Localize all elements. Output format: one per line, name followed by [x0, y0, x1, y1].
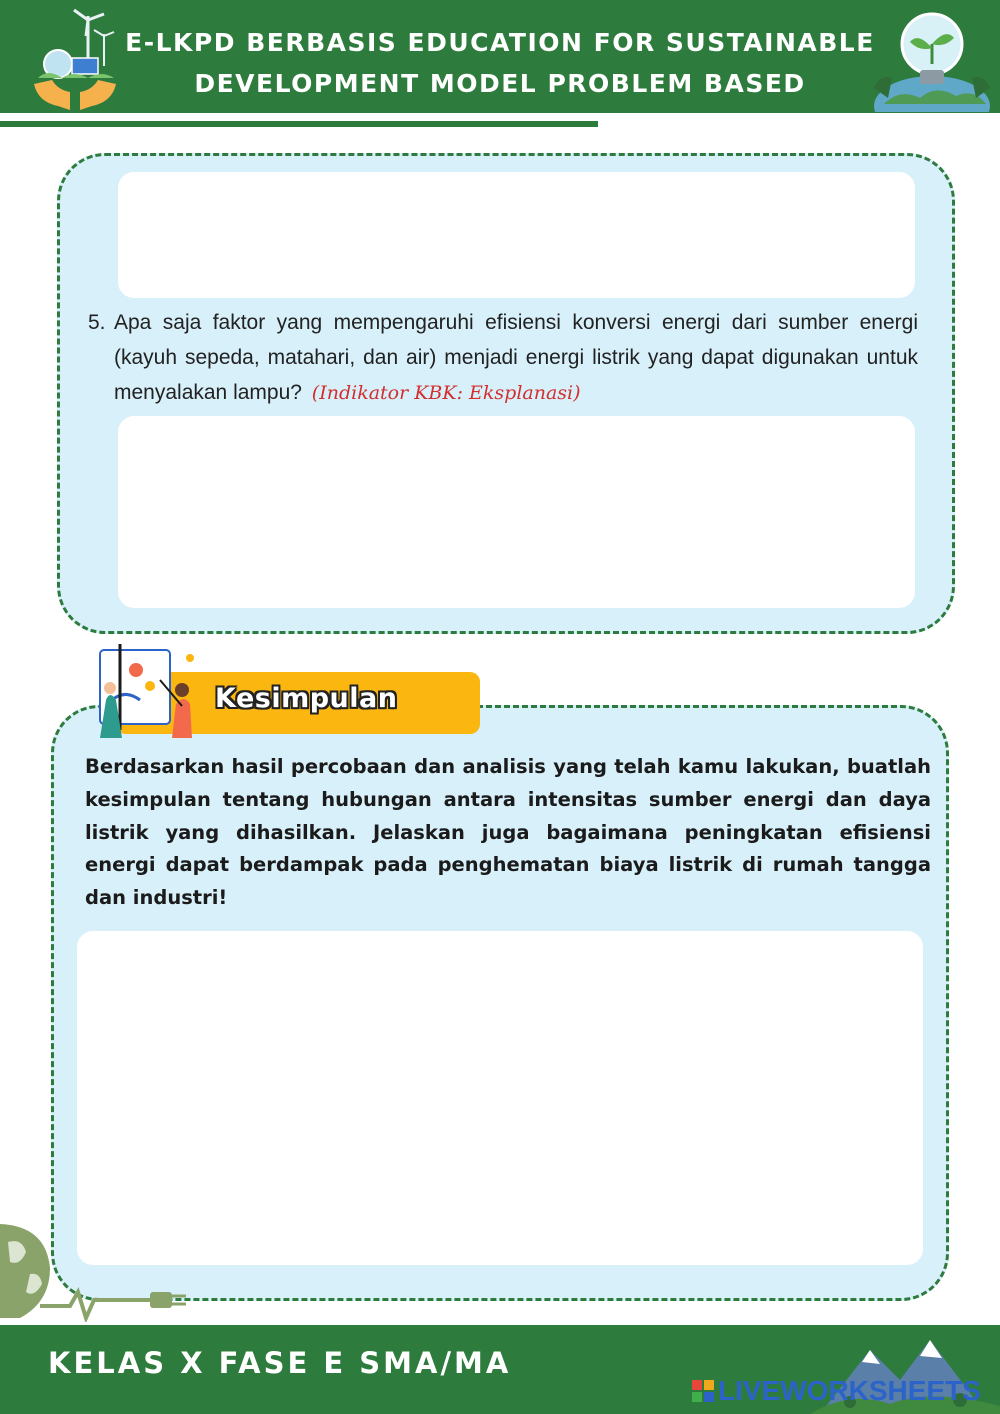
lightbulb-earth-icon — [870, 8, 994, 112]
liveworksheets-text: LIVEWORKSHEETS — [718, 1375, 981, 1406]
liveworksheets-mark-icon — [692, 1380, 714, 1402]
renewable-energy-hands-icon — [28, 6, 122, 112]
class-label: KELAS X FASE E SMA/MA — [48, 1346, 512, 1380]
answer-field-question-5[interactable] — [118, 416, 915, 608]
indicator-label: (Indikator KBK: Eksplanasi) — [311, 382, 581, 404]
question-number: 5. — [88, 311, 106, 334]
answer-field-conclusion[interactable] — [77, 931, 923, 1265]
conclusion-title: Kesimpulan — [215, 683, 398, 714]
teamwork-illustration-icon — [80, 640, 208, 740]
answer-field-previous[interactable] — [118, 172, 915, 298]
liveworksheets-logo[interactable] — [692, 1375, 981, 1407]
conclusion-prompt: Berdasarkan hasil percobaan dan analisis yang telah kamu lakukan, buatlah kesimpulan tentang hubungan antara intensitas sumber energi dan daya listrik yang dihasilkan. Jelaskan juga bagaimana peningkatan efisiensi energi dapat berdampak pada penghematan biaya listrik di rumah tangga dan industri! — [85, 755, 931, 910]
header-underline — [0, 121, 598, 127]
question-text — [114, 305, 918, 411]
globe-plug-icon — [0, 1222, 220, 1322]
page-title-line-1: E-LKPD BERBASIS EDUCATION FOR SUSTAINABLE — [125, 28, 875, 57]
question-body: Apa saja faktor yang mempengaruhi efisiensi konversi energi dari sumber energi (kayuh sepeda, matahari, dan air) menjadi energi listrik yang dapat digunakan untuk menyalakan lampu? — [114, 311, 918, 404]
page-title-line-2: DEVELOPMENT MODEL PROBLEM BASED — [194, 69, 806, 98]
